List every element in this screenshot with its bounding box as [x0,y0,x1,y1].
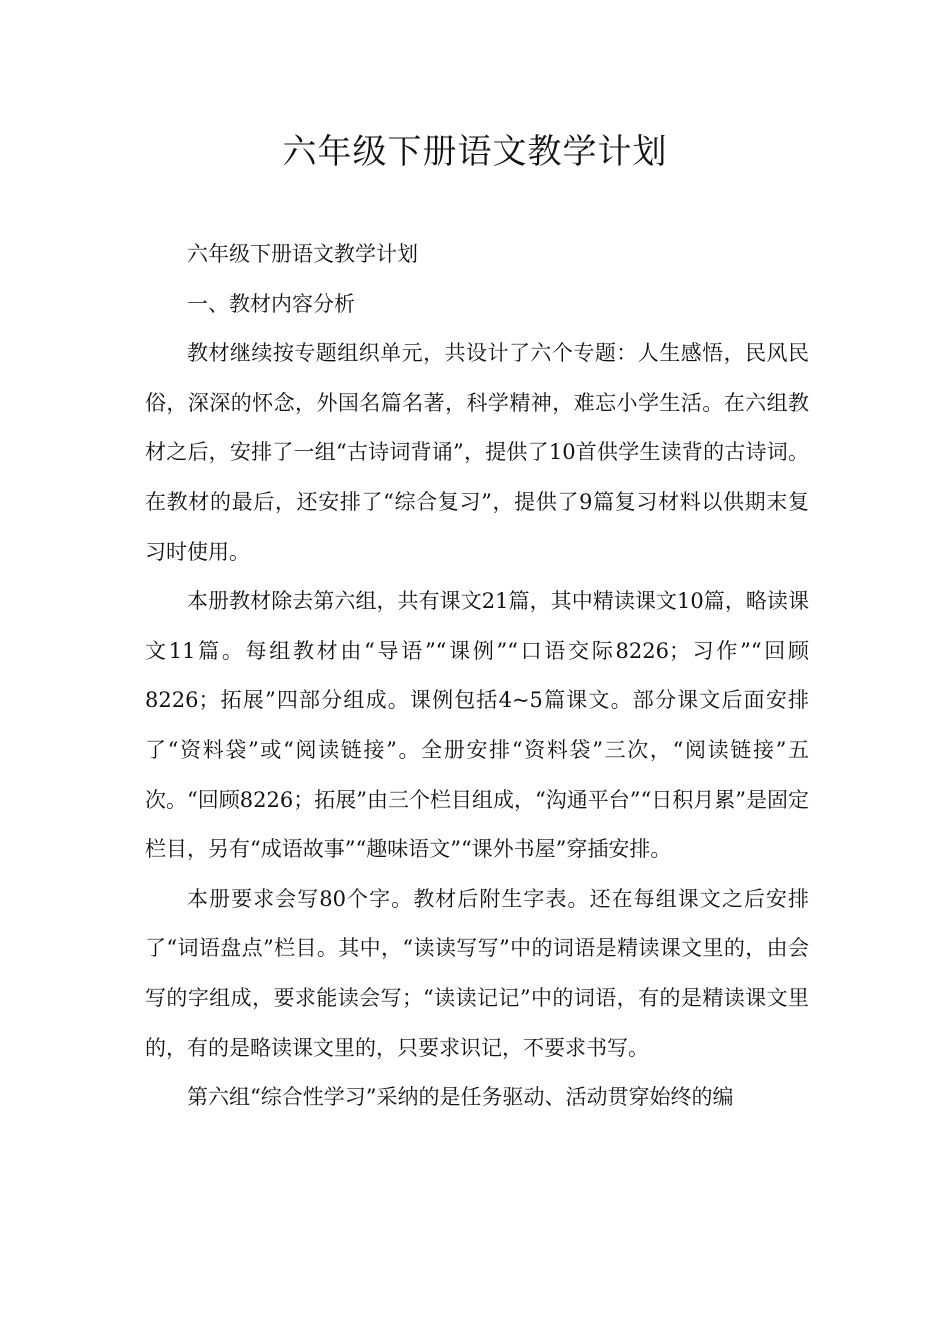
paragraph-writing-requirements: 本册要求会写80个字。教材后附生字表。还在每组课文之后安排了“词语盘点”栏目。其中，“读读写写”中的词语是精读课文里的，由会写的字组成，要求能读会写；“读读记记”中的词语，有的是精读课文里的，有的是略读课文里的，只要求识记，不要求书写。 [145,886,809,1060]
paragraph-group-six: 第六组“综合性学习”采纳的是任务驱动、活动贯穿始终的编 [187,1085,734,1110]
paragraph-section-heading: 一、教材内容分析 [187,291,355,316]
paragraph-subtitle: 六年级下册语文教学计划 [187,242,418,266]
document-body [145,230,809,1123]
document-title: 六年级下册语文教学计划 [282,132,668,172]
paragraph-lesson-structure: 本册教材除去第六组，共有课文21篇，其中精读课文10篇，略读课文11篇。每组教材由“导语”“课例”“口语交际8226；习作”“回顾8226；拓展”四部分组成。课例包括4~5篇课文。部分课文后面安排了“资料袋”或“阅读链接”。全册安排“资料袋”三次，“阅读链接”五次。“回顾8226；拓展”由三个栏目组成，“沟通平台”“日积月累”是固定栏目，另有“成语故事”“趣味语文”“课外书屋”穿插安排。 [145,589,809,862]
paragraph-textbook-topics: 教材继续按专题组织单元，共设计了六个专题：人生感悟，民风民俗，深深的怀念，外国名篇名著，科学精神，难忘小学生活。在六组教材之后，安排了一组“古诗词背诵”，提供了10首供学生读背的古诗词。在教材的最后，还安排了“综合复习”，提供了9篇复习材料以供期末复习时使用。 [145,341,809,564]
